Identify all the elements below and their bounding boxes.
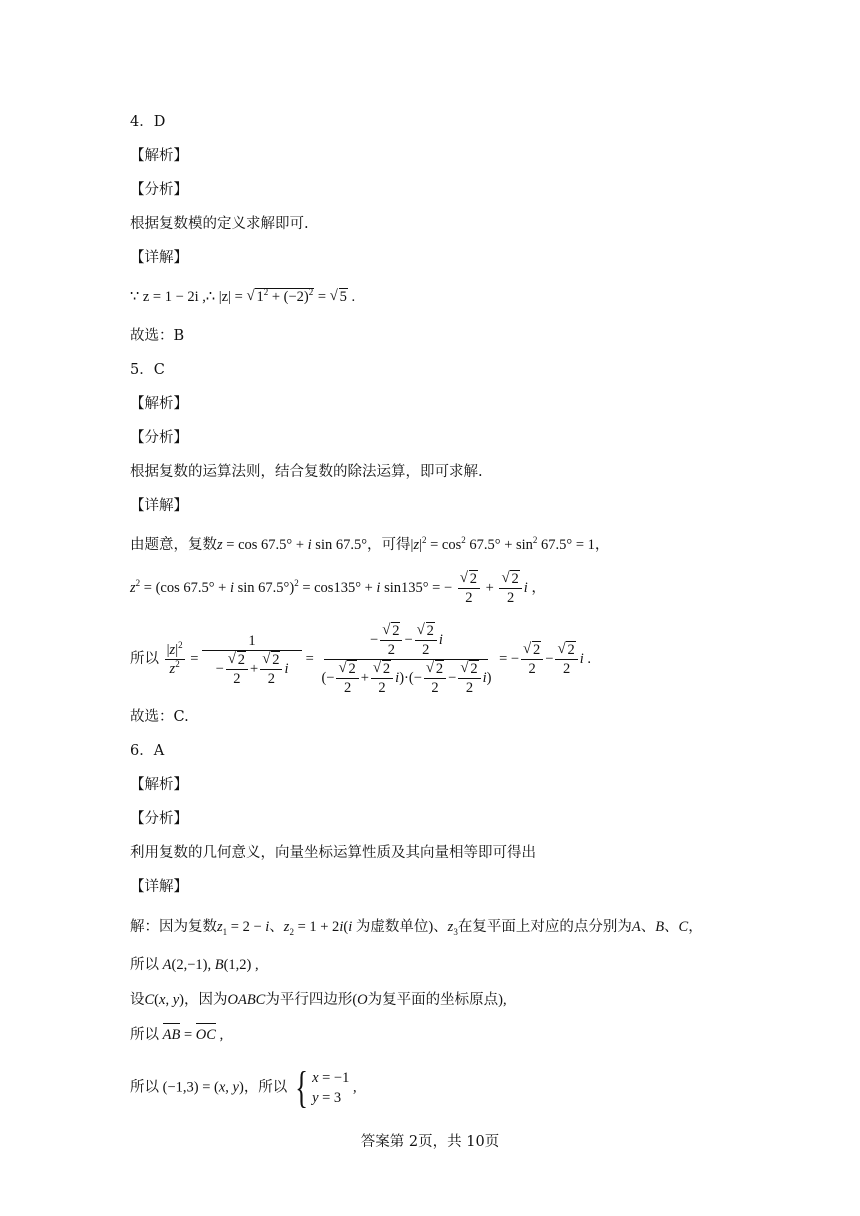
item-4-number: 4．D: [130, 114, 166, 130]
item-5-line1: 由题意，复数z = cos 67.5° + i sin 67.5°，可得$|z|^2 = \cos^2 67.5^\circ + \sin^2 67.5^\circ = 1$，: [130, 535, 610, 553]
item-4-analysis: 根据复数模的定义求解即可.: [130, 216, 309, 232]
item-4-fenxi: 【分析】: [130, 182, 188, 198]
item-6-line5: 所以 (−1,3) = (x, y)，所以 { x = −1 y = 3 ,: [130, 1063, 357, 1112]
item-5-analysis: 根据复数的运算法则，结合复数的除法运算，即可求解.: [130, 464, 483, 480]
item-6-line3: 设C(x, y)，因为OABC为平行四边形(O为复平面的坐标原点),: [130, 992, 507, 1008]
item-4-formula: ∵ z = 1 − 2i ,∴ |z| = √ $1^2 + (-2)^2$ = √ 5 .: [130, 287, 355, 307]
item-6-fenxi: 【分析】: [130, 811, 188, 827]
item-4-xiangjie: 【详解】: [130, 250, 188, 266]
item-5-jiexi: 【解析】: [130, 396, 188, 412]
item-5-fenxi: 【分析】: [130, 430, 188, 446]
item-6-line1: 解：因为复数$z_1 = 2 - i$、$z_2 = 1 + 2i(i$ 为虚数单位)、$z_3$在复平面上对应的点分别为A、B、C，: [130, 919, 703, 937]
item-5-line3: 所以 $\frac{|z|^2}{z^2}$ = 1 − √ $\frac{2}{2}$ + √ $\frac{2}{2}$ i = − √ $\frac{2}{2}$ − √ $\frac{2}{2}$ i (− √ $\frac{2}{2}$ + √ $\frac{2}{2}$ i)·(− √ $\frac{2}{2}$ − √ $\frac{2}{2}$ i) = − √ $\frac{2}{2}$ − √ $\frac{2}{2}$ i .: [130, 622, 591, 697]
item-5-answer: 故选：C.: [130, 709, 189, 725]
page-footer: 答案第 2页，共 10页: [360, 1134, 500, 1150]
item-6-analysis: 利用复数的几何意义，向量坐标运算性质及其向量相等即可得出: [130, 845, 536, 861]
item-5-line2: $z^2 = (\cos$ 67.5° + i sin 67.5°)$^2$ = cos135° + i sin135° = − √ $\frac{2}{2}$ + √ $\frac{2}{2}$ i ，: [130, 570, 546, 607]
item-6-line2: 所以 A(2,−1), B(1,2) ,: [130, 957, 259, 973]
item-6-jiexi: 【解析】: [130, 777, 188, 793]
item-6-line4: 所以 AB = OC ,: [130, 1027, 224, 1043]
item-6-xiangjie: 【详解】: [130, 879, 188, 895]
item-4-jiexi: 【解析】: [130, 148, 188, 164]
item-6-number: 6．A: [130, 743, 165, 759]
item-5-xiangjie: 【详解】: [130, 498, 188, 514]
item-4-answer: 故选：B: [130, 328, 185, 344]
item-5-number: 5．C: [130, 362, 165, 378]
